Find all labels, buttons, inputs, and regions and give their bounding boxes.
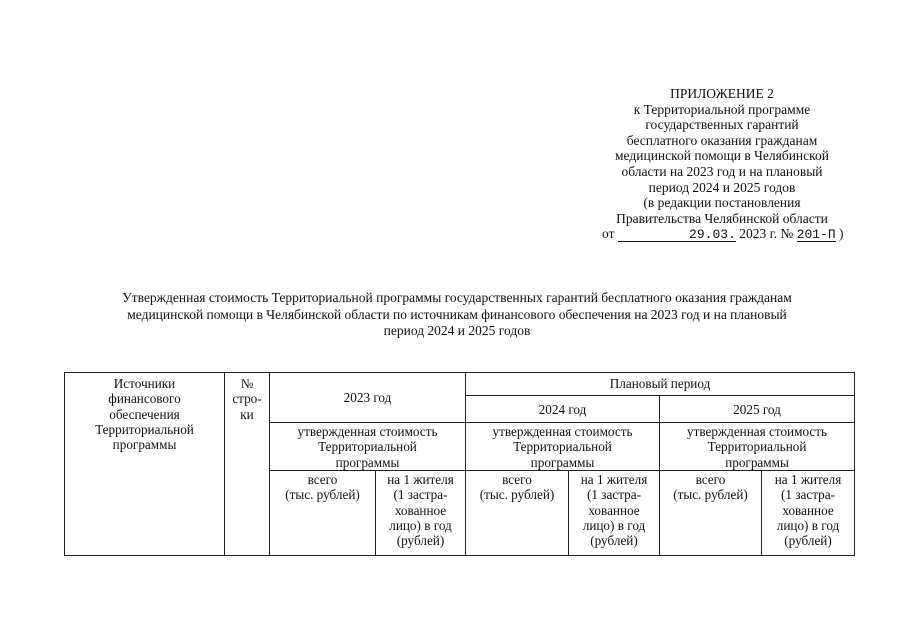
header-year-2025: 2025 год — [660, 396, 855, 423]
header-row — [65, 373, 855, 396]
header-per-resident-2024: на 1 жителя (1 застра- хованное лицо) в год (рублей) — [569, 471, 660, 556]
financing-table — [64, 372, 855, 556]
appendix-date-line — [572, 226, 872, 242]
date-prefix: от — [602, 226, 615, 242]
title-line: медицинской помощи в Челябинской области по источникам финансового обеспечения на 2023 год и на плановый — [127, 306, 787, 322]
date-year: 2023 г. № — [739, 226, 794, 242]
appendix-line: области на 2023 год и на плановый — [621, 163, 823, 179]
header-total-2025: всего (тыс. рублей) — [660, 471, 762, 556]
title-line: период 2024 и 2025 годов — [383, 323, 531, 338]
date-value: 29.03. — [689, 227, 736, 243]
header-total-2024: всего (тыс. рублей) — [466, 471, 569, 556]
date-blank — [618, 227, 736, 242]
appendix-header — [572, 86, 872, 242]
appendix-line: период 2024 и 2025 годов — [648, 179, 796, 195]
appendix-line: (в редакции постановления — [643, 195, 801, 211]
header-per-resident-2025: на 1 жителя (1 застра- хованное лицо) в год (рублей) — [762, 471, 855, 556]
header-year-2024: 2024 год — [466, 396, 660, 423]
header-sources: Источники финансового обеспечения Территориальной программы — [65, 373, 225, 556]
header-approved-cost-2025: утвержденная стоимость Территориальной программы — [660, 423, 855, 471]
appendix-line: Правительства Челябинской области — [616, 210, 828, 226]
appendix-line: медицинской помощи в Челябинской — [615, 148, 829, 164]
header-total-2023: всего (тыс. рублей) — [270, 471, 376, 556]
title-line: Утвержденная стоимость Территориальной программы государственных гарантий бесплатного оказания гражданам — [122, 290, 792, 305]
document-title — [62, 290, 852, 340]
header-row-number: № стро- ки — [225, 373, 270, 556]
appendix-line: ПРИЛОЖЕНИЕ 2 — [670, 86, 774, 101]
header-year-2023: 2023 год — [270, 373, 466, 423]
doc-number: 201-П — [796, 227, 836, 243]
appendix-line: бесплатного оказания гражданам — [626, 132, 818, 148]
appendix-line: государственных гарантий — [645, 117, 799, 133]
header-per-resident-2023: на 1 жителя (1 застра- хованное лицо) в год (рублей) — [376, 471, 466, 556]
appendix-line: к Территориальной программе — [633, 101, 811, 117]
header-planned-period: Плановый период — [466, 373, 855, 396]
header-approved-cost-2023: утвержденная стоимость Территориальной программы — [270, 423, 466, 471]
date-suffix: ) — [839, 226, 844, 242]
header-approved-cost-2024: утвержденная стоимость Территориальной программы — [466, 423, 660, 471]
